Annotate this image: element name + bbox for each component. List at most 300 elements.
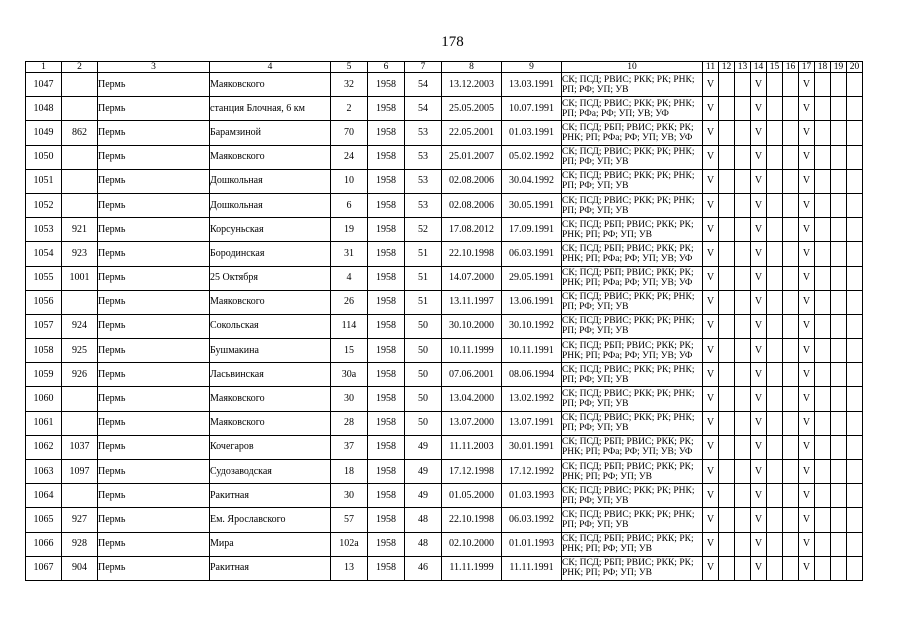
mark-16-cell [783, 145, 799, 169]
year-built-cell: 1958 [368, 169, 405, 193]
mark-12-cell [719, 363, 735, 387]
old-number-cell [62, 169, 98, 193]
column-header-10: 10 [562, 62, 703, 73]
table-row [26, 169, 863, 193]
mark-11-cell: V [703, 266, 719, 290]
mark-18-cell [815, 242, 831, 266]
mark-12-cell [719, 508, 735, 532]
mark-15-cell [767, 314, 783, 338]
wear-percent-cell: 54 [405, 73, 442, 97]
wear-percent-cell: 50 [405, 363, 442, 387]
work-codes-cell: СК; ПСД; РБП; РВИС; РКК; РК; РНК; РП; РФ; УП; УВ [562, 460, 703, 484]
mark-16-cell [783, 460, 799, 484]
mark-19-cell [831, 242, 847, 266]
mark-19-cell [831, 121, 847, 145]
mark-18-cell [815, 556, 831, 580]
city-cell: Пермь [98, 435, 210, 459]
column-header-1: 1 [26, 62, 62, 73]
mark-13-cell [735, 266, 751, 290]
table-row [26, 387, 863, 411]
mark-20-cell [847, 387, 863, 411]
mark-19-cell [831, 314, 847, 338]
mark-18-cell [815, 484, 831, 508]
mark-18-cell [815, 508, 831, 532]
mark-14-cell: V [751, 290, 767, 314]
mark-18-cell [815, 290, 831, 314]
old-number-cell: 1097 [62, 460, 98, 484]
mark-11-cell: V [703, 290, 719, 314]
year-built-cell: 1958 [368, 121, 405, 145]
mark-16-cell [783, 363, 799, 387]
mark-17-cell: V [799, 556, 815, 580]
mark-19-cell [831, 556, 847, 580]
mark-16-cell [783, 435, 799, 459]
mark-15-cell [767, 73, 783, 97]
mark-11-cell: V [703, 242, 719, 266]
mark-15-cell [767, 218, 783, 242]
mark-15-cell [767, 97, 783, 121]
table-row [26, 266, 863, 290]
mark-15-cell [767, 435, 783, 459]
street-cell: Дошкольная [210, 169, 331, 193]
mark-12-cell [719, 532, 735, 556]
street-cell: Маяковского [210, 387, 331, 411]
city-cell: Пермь [98, 97, 210, 121]
column-header-5: 5 [331, 62, 368, 73]
mark-18-cell [815, 266, 831, 290]
house-number-cell: 26 [331, 290, 368, 314]
mark-17-cell: V [799, 508, 815, 532]
city-cell: Пермь [98, 484, 210, 508]
wear-percent-cell: 48 [405, 532, 442, 556]
city-cell: Пермь [98, 121, 210, 145]
wear-percent-cell: 51 [405, 290, 442, 314]
street-cell: Барамзиной [210, 121, 331, 145]
mark-13-cell [735, 363, 751, 387]
inspection-date-cell: 13.04.2000 [442, 387, 502, 411]
column-header-20: 20 [847, 62, 863, 73]
street-cell: Ласьвинская [210, 363, 331, 387]
city-cell: Пермь [98, 218, 210, 242]
column-header-18: 18 [815, 62, 831, 73]
work-codes-cell: СК; ПСД; РВИС; РКК; РК; РНК; РП; РФ; УП; УВ [562, 484, 703, 508]
mark-18-cell [815, 73, 831, 97]
mark-16-cell [783, 532, 799, 556]
house-number-cell: 24 [331, 145, 368, 169]
old-number-cell [62, 73, 98, 97]
inspection-date-cell: 02.08.2006 [442, 193, 502, 217]
city-cell: Пермь [98, 363, 210, 387]
mark-16-cell [783, 411, 799, 435]
old-number-cell: 904 [62, 556, 98, 580]
year-built-cell: 1958 [368, 314, 405, 338]
old-number-cell [62, 484, 98, 508]
mark-14-cell: V [751, 363, 767, 387]
mark-11-cell: V [703, 97, 719, 121]
year-built-cell: 1958 [368, 193, 405, 217]
inspection-date-cell: 10.11.1999 [442, 339, 502, 363]
column-header-11: 11 [703, 62, 719, 73]
record-number-cell: 1062 [26, 435, 62, 459]
work-codes-cell: СК; ПСД; РВИС; РКК; РК; РНК; РП; РФ; УП; УВ [562, 387, 703, 411]
wear-percent-cell: 49 [405, 460, 442, 484]
street-cell: Кочегаров [210, 435, 331, 459]
column-header-17: 17 [799, 62, 815, 73]
mark-14-cell: V [751, 218, 767, 242]
wear-percent-cell: 50 [405, 314, 442, 338]
mark-16-cell [783, 387, 799, 411]
mark-20-cell [847, 435, 863, 459]
mark-13-cell [735, 73, 751, 97]
mark-16-cell [783, 314, 799, 338]
mark-12-cell [719, 73, 735, 97]
street-cell: Ем. Ярославского [210, 508, 331, 532]
city-cell: Пермь [98, 556, 210, 580]
column-header-4: 4 [210, 62, 331, 73]
work-codes-cell: СК; ПСД; РБП; РВИС; РКК; РК; РНК; РП; РФа; РФ; УП; УВ; УФ [562, 242, 703, 266]
year-built-cell: 1958 [368, 242, 405, 266]
mark-12-cell [719, 193, 735, 217]
mark-12-cell [719, 387, 735, 411]
mark-20-cell [847, 339, 863, 363]
last-repair-date-cell: 13.07.1991 [502, 411, 562, 435]
inspection-date-cell: 11.11.2003 [442, 435, 502, 459]
column-header-13: 13 [735, 62, 751, 73]
mark-20-cell [847, 218, 863, 242]
mark-12-cell [719, 97, 735, 121]
wear-percent-cell: 46 [405, 556, 442, 580]
mark-13-cell [735, 411, 751, 435]
inspection-date-cell: 02.08.2006 [442, 169, 502, 193]
mark-18-cell [815, 97, 831, 121]
column-header-7: 7 [405, 62, 442, 73]
work-codes-cell: СК; ПСД; РБП; РВИС; РКК; РК; РНК; РП; РФа; РФ; УП; УВ; УФ [562, 339, 703, 363]
work-codes-cell: СК; ПСД; РБП; РВИС; РКК; РК; РНК; РП; РФ; УП; УВ [562, 532, 703, 556]
mark-19-cell [831, 169, 847, 193]
last-repair-date-cell: 01.03.1991 [502, 121, 562, 145]
work-codes-cell: СК; ПСД; РБП; РВИС; РКК; РК; РНК; РП; РФ; УП; УВ [562, 556, 703, 580]
old-number-cell: 927 [62, 508, 98, 532]
house-number-cell: 10 [331, 169, 368, 193]
mark-11-cell: V [703, 145, 719, 169]
mark-15-cell [767, 121, 783, 145]
year-built-cell: 1958 [368, 339, 405, 363]
mark-14-cell: V [751, 556, 767, 580]
inspection-date-cell: 30.10.2000 [442, 314, 502, 338]
mark-11-cell: V [703, 339, 719, 363]
house-number-cell: 30 [331, 387, 368, 411]
mark-13-cell [735, 97, 751, 121]
mark-17-cell: V [799, 460, 815, 484]
mark-11-cell: V [703, 218, 719, 242]
last-repair-date-cell: 13.02.1992 [502, 387, 562, 411]
mark-16-cell [783, 290, 799, 314]
mark-18-cell [815, 387, 831, 411]
mark-11-cell: V [703, 411, 719, 435]
mark-14-cell: V [751, 339, 767, 363]
work-codes-cell: СК; ПСД; РБП; РВИС; РКК; РК; РНК; РП; РФа; РФ; УП; УВ; УФ [562, 266, 703, 290]
wear-percent-cell: 53 [405, 193, 442, 217]
record-number-cell: 1060 [26, 387, 62, 411]
street-cell: Ракитная [210, 484, 331, 508]
mark-14-cell: V [751, 387, 767, 411]
mark-12-cell [719, 266, 735, 290]
mark-15-cell [767, 484, 783, 508]
mark-13-cell [735, 484, 751, 508]
street-cell: Бородинская [210, 242, 331, 266]
year-built-cell: 1958 [368, 145, 405, 169]
mark-16-cell [783, 266, 799, 290]
inspection-date-cell: 13.12.2003 [442, 73, 502, 97]
old-number-cell: 1001 [62, 266, 98, 290]
year-built-cell: 1958 [368, 363, 405, 387]
mark-18-cell [815, 363, 831, 387]
mark-15-cell [767, 145, 783, 169]
mark-19-cell [831, 218, 847, 242]
column-header-3: 3 [98, 62, 210, 73]
mark-15-cell [767, 387, 783, 411]
mark-17-cell: V [799, 73, 815, 97]
mark-13-cell [735, 290, 751, 314]
mark-17-cell: V [799, 484, 815, 508]
column-header-19: 19 [831, 62, 847, 73]
last-repair-date-cell: 30.04.1992 [502, 169, 562, 193]
mark-18-cell [815, 314, 831, 338]
mark-18-cell [815, 435, 831, 459]
house-number-cell: 31 [331, 242, 368, 266]
house-number-cell: 28 [331, 411, 368, 435]
old-number-cell: 926 [62, 363, 98, 387]
record-number-cell: 1053 [26, 218, 62, 242]
record-number-cell: 1047 [26, 73, 62, 97]
mark-15-cell [767, 290, 783, 314]
year-built-cell: 1958 [368, 556, 405, 580]
mark-20-cell [847, 532, 863, 556]
inspection-date-cell: 25.01.2007 [442, 145, 502, 169]
mark-13-cell [735, 169, 751, 193]
mark-15-cell [767, 532, 783, 556]
mark-17-cell: V [799, 145, 815, 169]
mark-20-cell [847, 242, 863, 266]
street-cell: Судозаводская [210, 460, 331, 484]
wear-percent-cell: 49 [405, 435, 442, 459]
mark-15-cell [767, 460, 783, 484]
mark-16-cell [783, 218, 799, 242]
wear-percent-cell: 50 [405, 387, 442, 411]
table-row [26, 435, 863, 459]
mark-20-cell [847, 121, 863, 145]
mark-16-cell [783, 242, 799, 266]
inspection-date-cell: 02.10.2000 [442, 532, 502, 556]
year-built-cell: 1958 [368, 218, 405, 242]
inspection-date-cell: 14.07.2000 [442, 266, 502, 290]
mark-17-cell: V [799, 169, 815, 193]
house-number-cell: 30а [331, 363, 368, 387]
mark-11-cell: V [703, 73, 719, 97]
mark-12-cell [719, 290, 735, 314]
year-built-cell: 1958 [368, 484, 405, 508]
mark-18-cell [815, 218, 831, 242]
table-row [26, 73, 863, 97]
house-number-cell: 30 [331, 484, 368, 508]
mark-18-cell [815, 460, 831, 484]
mark-12-cell [719, 314, 735, 338]
work-codes-cell: СК; ПСД; РВИС; РКК; РК; РНК; РП; РФ; УП; УВ [562, 193, 703, 217]
mark-17-cell: V [799, 266, 815, 290]
table-row [26, 314, 863, 338]
wear-percent-cell: 49 [405, 484, 442, 508]
street-cell: Маяковского [210, 290, 331, 314]
mark-16-cell [783, 169, 799, 193]
work-codes-cell: СК; ПСД; РВИС; РКК; РК; РНК; РП; РФ; УП; УВ [562, 145, 703, 169]
wear-percent-cell: 53 [405, 145, 442, 169]
mark-17-cell: V [799, 339, 815, 363]
year-built-cell: 1958 [368, 266, 405, 290]
mark-19-cell [831, 484, 847, 508]
street-cell: Маяковского [210, 145, 331, 169]
column-header-8: 8 [442, 62, 502, 73]
mark-14-cell: V [751, 484, 767, 508]
work-codes-cell: СК; ПСД; РВИС; РКК; РК; РНК; РП; РФ; УП; УВ [562, 169, 703, 193]
house-number-cell: 18 [331, 460, 368, 484]
table-row [26, 193, 863, 217]
wear-percent-cell: 52 [405, 218, 442, 242]
last-repair-date-cell: 01.01.1993 [502, 532, 562, 556]
street-cell: Дошкольная [210, 193, 331, 217]
mark-16-cell [783, 193, 799, 217]
mark-12-cell [719, 435, 735, 459]
year-built-cell: 1958 [368, 97, 405, 121]
old-number-cell: 862 [62, 121, 98, 145]
house-number-cell: 32 [331, 73, 368, 97]
city-cell: Пермь [98, 460, 210, 484]
table-row [26, 218, 863, 242]
table-row [26, 97, 863, 121]
mark-19-cell [831, 145, 847, 169]
table-row [26, 460, 863, 484]
inspection-date-cell: 13.07.2000 [442, 411, 502, 435]
last-repair-date-cell: 30.10.1992 [502, 314, 562, 338]
header-row [26, 62, 863, 73]
column-header-2: 2 [62, 62, 98, 73]
mark-14-cell: V [751, 145, 767, 169]
mark-14-cell: V [751, 314, 767, 338]
mark-20-cell [847, 484, 863, 508]
street-cell: Корсуньская [210, 218, 331, 242]
last-repair-date-cell: 01.03.1993 [502, 484, 562, 508]
record-number-cell: 1067 [26, 556, 62, 580]
mark-14-cell: V [751, 242, 767, 266]
record-number-cell: 1052 [26, 193, 62, 217]
old-number-cell [62, 145, 98, 169]
city-cell: Пермь [98, 339, 210, 363]
inspection-date-cell: 17.12.1998 [442, 460, 502, 484]
mark-19-cell [831, 290, 847, 314]
mark-16-cell [783, 97, 799, 121]
mark-13-cell [735, 121, 751, 145]
inspection-date-cell: 22.10.1998 [442, 508, 502, 532]
mark-11-cell: V [703, 435, 719, 459]
mark-14-cell: V [751, 121, 767, 145]
street-cell: Маяковского [210, 73, 331, 97]
wear-percent-cell: 53 [405, 169, 442, 193]
mark-15-cell [767, 339, 783, 363]
mark-16-cell [783, 556, 799, 580]
wear-percent-cell: 51 [405, 266, 442, 290]
mark-15-cell [767, 266, 783, 290]
mark-19-cell [831, 411, 847, 435]
year-built-cell: 1958 [368, 460, 405, 484]
mark-11-cell: V [703, 532, 719, 556]
mark-17-cell: V [799, 314, 815, 338]
mark-13-cell [735, 556, 751, 580]
mark-20-cell [847, 145, 863, 169]
mark-12-cell [719, 242, 735, 266]
mark-19-cell [831, 339, 847, 363]
column-header-16: 16 [783, 62, 799, 73]
table-row [26, 484, 863, 508]
last-repair-date-cell: 11.11.1991 [502, 556, 562, 580]
mark-13-cell [735, 532, 751, 556]
last-repair-date-cell: 08.06.1994 [502, 363, 562, 387]
last-repair-date-cell: 05.02.1992 [502, 145, 562, 169]
mark-15-cell [767, 242, 783, 266]
mark-19-cell [831, 532, 847, 556]
year-built-cell: 1958 [368, 508, 405, 532]
mark-12-cell [719, 121, 735, 145]
mark-14-cell: V [751, 460, 767, 484]
table-row [26, 556, 863, 580]
mark-19-cell [831, 508, 847, 532]
mark-20-cell [847, 460, 863, 484]
mark-16-cell [783, 508, 799, 532]
column-header-9: 9 [502, 62, 562, 73]
mark-19-cell [831, 363, 847, 387]
street-cell: Бушмакина [210, 339, 331, 363]
table-row [26, 411, 863, 435]
mark-17-cell: V [799, 387, 815, 411]
mark-19-cell [831, 435, 847, 459]
city-cell: Пермь [98, 193, 210, 217]
table-body [26, 73, 863, 581]
last-repair-date-cell: 13.06.1991 [502, 290, 562, 314]
street-cell: Сокольская [210, 314, 331, 338]
house-number-cell: 102а [331, 532, 368, 556]
last-repair-date-cell: 10.11.1991 [502, 339, 562, 363]
mark-13-cell [735, 242, 751, 266]
mark-11-cell: V [703, 508, 719, 532]
registry-table [25, 61, 863, 581]
mark-14-cell: V [751, 435, 767, 459]
mark-15-cell [767, 193, 783, 217]
house-number-cell: 57 [331, 508, 368, 532]
mark-12-cell [719, 169, 735, 193]
old-number-cell: 928 [62, 532, 98, 556]
mark-17-cell: V [799, 532, 815, 556]
mark-20-cell [847, 73, 863, 97]
city-cell: Пермь [98, 73, 210, 97]
mark-12-cell [719, 339, 735, 363]
last-repair-date-cell: 17.12.1992 [502, 460, 562, 484]
mark-18-cell [815, 193, 831, 217]
mark-17-cell: V [799, 97, 815, 121]
year-built-cell: 1958 [368, 411, 405, 435]
mark-15-cell [767, 411, 783, 435]
record-number-cell: 1051 [26, 169, 62, 193]
mark-13-cell [735, 460, 751, 484]
year-built-cell: 1958 [368, 73, 405, 97]
mark-13-cell [735, 508, 751, 532]
